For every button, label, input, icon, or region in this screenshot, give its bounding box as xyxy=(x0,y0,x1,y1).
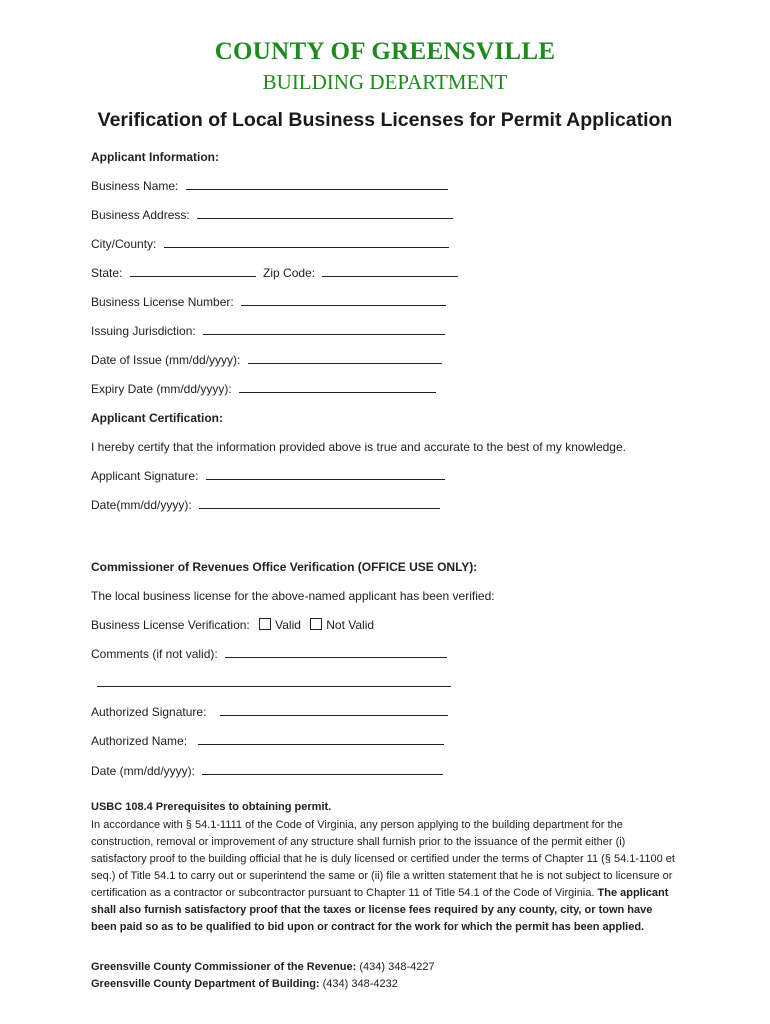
state-label: State: xyxy=(91,266,123,280)
applicant-info-heading: Applicant Information: xyxy=(91,150,219,164)
city-county-field[interactable] xyxy=(164,237,449,248)
usbc-bold-body: The applicant shall also furnish satisfactory proof that the taxes or license fees required by any county, city, or town have been paid so as to be qualified to bid upon or contract for the work for which the permit has been applied. xyxy=(91,887,669,933)
usbc-heading: USBC 108.4 Prerequisites to obtaining permit. xyxy=(91,801,332,813)
expiry-date-field[interactable] xyxy=(239,382,436,393)
verification-label: Business License Verification: xyxy=(91,618,250,632)
business-address-label: Business Address: xyxy=(91,208,190,222)
usbc-paragraph xyxy=(91,817,676,936)
issuing-jurisdiction-field[interactable] xyxy=(203,324,445,335)
valid-checkbox[interactable] xyxy=(259,618,271,630)
zip-code-field[interactable] xyxy=(322,266,458,277)
comments-second-line-row xyxy=(97,676,451,690)
authorized-name-row xyxy=(91,734,444,748)
license-number-row xyxy=(91,295,446,309)
office-date-field[interactable] xyxy=(202,764,443,775)
office-verification-statement: The local business license for the above-named applicant has been verified: xyxy=(91,589,495,603)
department-title: BUILDING DEPARTMENT xyxy=(262,70,508,94)
business-name-label: Business Name: xyxy=(91,179,179,193)
form-title: Verification of Local Business Licenses for Permit Application xyxy=(97,109,673,131)
certification-date-row xyxy=(91,498,440,512)
date-of-issue-field[interactable] xyxy=(248,353,442,364)
state-field[interactable] xyxy=(130,266,256,277)
zip-code-label: Zip Code: xyxy=(263,266,316,280)
revenue-contact xyxy=(91,961,435,973)
comments-field-line-2[interactable] xyxy=(97,676,451,687)
certification-date-label: Date(mm/dd/yyyy): xyxy=(91,498,192,512)
comments-label: Comments (if not valid): xyxy=(91,647,218,661)
authorized-signature-row xyxy=(91,705,448,719)
business-name-field[interactable] xyxy=(186,179,448,190)
usbc-body: In accordance with § 54.1-1111 of the Code of Virginia, any person applying to the building department for the construction, removal or improvement of any structure shall furnish prior to the issuance of the permit either (i) satisfactory proof to the building official that he is duly licensed or certified under the terms of Chapter 11 (§ 54.1-1100 et seq.) of Title 54.1 to carry out or superintend the same or (ii) file a written statement that he is not subject to licensure or certification as a contractor or subcontractor pursuant to Chapter 11 of Title 54.1 of the Code of Virginia. xyxy=(91,819,675,899)
city-county-label: City/County: xyxy=(91,237,157,251)
business-address-field[interactable] xyxy=(197,208,453,219)
state-zip-row xyxy=(91,266,458,280)
issuing-jurisdiction-row xyxy=(91,324,445,338)
date-of-issue-row xyxy=(91,353,442,367)
license-number-label: Business License Number: xyxy=(91,295,234,309)
certification-date-field[interactable] xyxy=(199,498,440,509)
comments-row xyxy=(91,647,447,661)
comments-field[interactable] xyxy=(225,647,447,658)
city-county-row xyxy=(91,237,449,251)
authorized-name-label: Authorized Name: xyxy=(91,734,188,748)
office-verification-heading: Commissioner of Revenues Office Verification (OFFICE USE ONLY): xyxy=(91,560,478,574)
certification-statement: I hereby certify that the information provided above is true and accurate to the best of my knowledge. xyxy=(91,440,626,454)
not-valid-label: Not Valid xyxy=(326,618,375,632)
applicant-signature-label: Applicant Signature: xyxy=(91,469,199,483)
authorized-name-field[interactable] xyxy=(198,734,444,745)
verification-row xyxy=(91,618,374,632)
office-date-label: Date (mm/dd/yyyy): xyxy=(91,764,196,778)
applicant-signature-field[interactable] xyxy=(206,469,445,480)
office-date-row xyxy=(91,764,443,778)
expiry-date-label: Expiry Date (mm/dd/yyyy): xyxy=(91,382,232,396)
revenue-contact-label: Greensville County Commissioner of the Revenue: xyxy=(91,961,357,973)
issuing-jurisdiction-label: Issuing Jurisdiction: xyxy=(91,324,196,338)
not-valid-checkbox[interactable] xyxy=(310,618,322,630)
license-number-field[interactable] xyxy=(241,295,446,306)
authorized-signature-label: Authorized Signature: xyxy=(91,705,207,719)
valid-label: Valid xyxy=(275,618,301,632)
revenue-contact-phone: (434) 348-4227 xyxy=(359,961,435,973)
building-contact-phone: (434) 348-4232 xyxy=(322,978,398,990)
applicant-signature-row xyxy=(91,469,445,483)
building-contact-label: Greensville County Department of Building: xyxy=(91,978,320,990)
county-title: COUNTY OF GREENSVILLE xyxy=(214,38,556,65)
expiry-date-row xyxy=(91,382,436,396)
authorized-signature-field[interactable] xyxy=(220,705,448,716)
date-of-issue-label: Date of Issue (mm/dd/yyyy): xyxy=(91,353,241,367)
certification-heading: Applicant Certification: xyxy=(91,411,224,425)
business-address-row xyxy=(91,208,453,222)
business-name-row xyxy=(91,179,448,193)
building-contact xyxy=(91,978,398,990)
